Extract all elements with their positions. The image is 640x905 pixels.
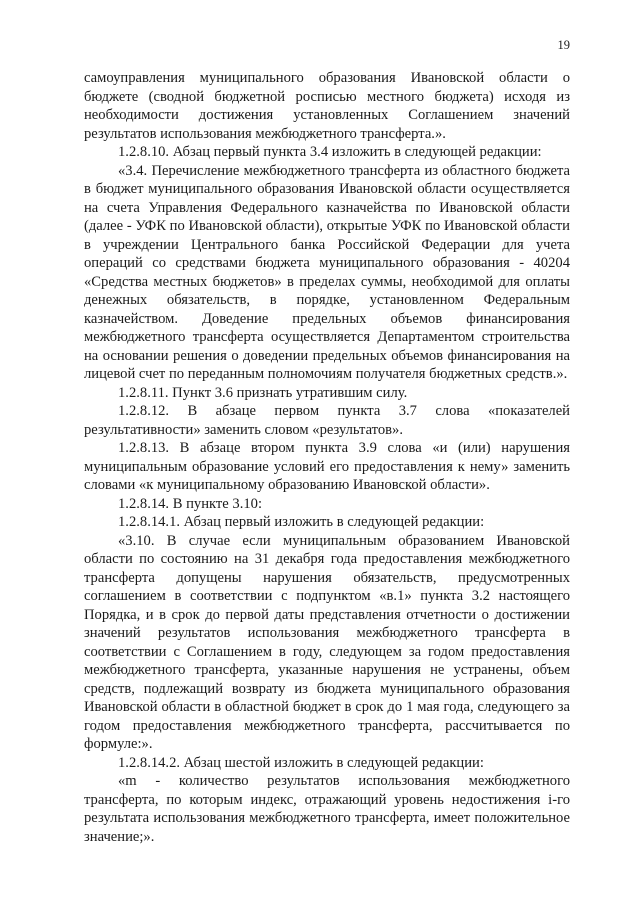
document-body: [84, 69, 570, 846]
paragraph-1-2-8-10: 1.2.8.10. Абзац первый пункта 3.4 изложить в следующей редакции:: [118, 144, 542, 160]
paragraph-1-2-8-14-1: 1.2.8.14.1. Абзац первый изложить в следующей редакции:: [118, 514, 485, 530]
paragraph-1-2-8-11: 1.2.8.11. Пункт 3.6 признать утратившим силу.: [118, 384, 408, 401]
paragraph-quote-3-10: «3.10. В случае если муниципальным образованием Ивановской области по состоянию на 31 декабря года предоставления межбюджетного трансферта допущены нарушения обязательств, предусмотренных соглашением в соответствии с подпунктом «в.1» пункта 3.2 настоящего Порядка, и в срок до первой даты представления отчетности о достижении значений результатов использования межбюджетного трансферта в соответствии с Соглашением в году, следующем за годом предоставления межбюджетного трансферта, указанные нарушения не устранены, объем средств, подлежащий возврату из бюджета муниципального образования Ивановской области в областной бюджет в срок до 1 мая года, следующего за годом предоставления межбюджетного трансферта, рассчитывается по формуле:».: [84, 532, 570, 752]
paragraph-1-2-8-12: 1.2.8.12. В абзаце первом пункта 3.7 слова «показателей результативности» заменить словом «результатов».: [84, 403, 570, 438]
paragraph-1-2-8-14: 1.2.8.14. В пункте 3.10:: [118, 495, 263, 512]
paragraph-continuation: самоуправления муниципального образования Ивановской области о бюджете (сводной бюджетной росписью местного бюджета) исходя из необходимости достижения установленных Соглашением значений результатов использования межбюджетного трансферта.».: [84, 70, 570, 142]
paragraph-quote-3-4: «3.4. Перечисление межбюджетного трансферта из областного бюджета в бюджет муниципального образования Ивановской области осуществляется на счета Управления Федерального казначейства по Ивановской области (далее - УФК по Ивановской области), открытые УФК по Ивановской области в учреждении Центрального банка Российской Федерации для учета операций со средствами бюджета муниципального образования - 40204 «Средства местных бюджетов» в пределах суммы, необходимой для оплаты денежных обязательств, в порядке, установленном Федеральным казначейством. Доведение предельных объемов финансирования межбюджетного трансферта осуществляется Департаментом строительства на основании решения о доведении предельных объемов финансирования на лицевой счет по переданным полномочиям получателя бюджетных средств.».: [84, 162, 570, 382]
paragraph-1-2-8-13: 1.2.8.13. В абзаце втором пункта 3.9 слова «и (или) нарушения муниципальным образование условий его предоставления к нему» заменить словами «к муниципальному образованию Ивановской области».: [84, 440, 570, 493]
paragraph-1-2-8-14-2: 1.2.8.14.2. Абзац шестой изложить в следующей редакции:: [118, 754, 484, 771]
paragraph-quote-m-definition: «m - количество результатов использования межбюджетного трансферта, по которым индекс, отражающий уровень недостижения i-го результата использования межбюджетного трансферта, имеет положительное значение;».: [84, 773, 570, 845]
page-number: 19: [557, 38, 570, 52]
